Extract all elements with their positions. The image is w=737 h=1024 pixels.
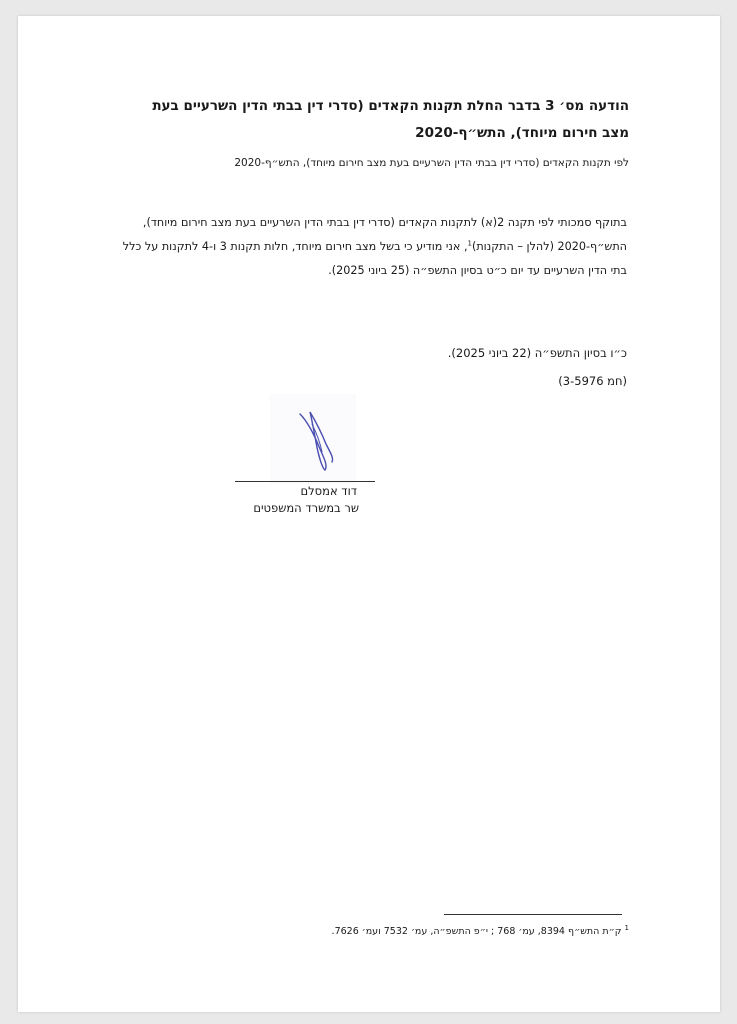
signature-scribble bbox=[270, 394, 356, 484]
signature-line bbox=[235, 481, 375, 482]
footnote-number: 1 bbox=[624, 923, 629, 932]
signer-name: דוד אמסלם bbox=[300, 484, 357, 498]
footnote bbox=[218, 925, 629, 939]
notice-body-part1: בתוקף סמכותי לפי תקנה 2(א) לתקנות הקאדים (סדרי דין בבתי הדין השרעיים בעת מצב חירום מיוחד), התש״ף-2020 (להלן – התקנות) bbox=[142, 216, 627, 253]
notice-date: כ״ו בסיון התשפ״ה (22 ביוני 2025). bbox=[447, 346, 627, 360]
notice-subtitle: לפי תקנות הקאדים (סדרי דין בבתי הדין השרעיים בעת מצב חירום מיוחד), התש״ף-2020 bbox=[234, 157, 629, 169]
notice-body bbox=[106, 211, 627, 283]
footnote-reference[interactable]: 1 bbox=[467, 239, 472, 248]
signature-image bbox=[270, 394, 356, 484]
notice-reference: (חמ 3-5976) bbox=[558, 374, 627, 388]
document-page bbox=[18, 16, 720, 1012]
notice-body-part2: , אני מודיע כי בשל מצב חירום מיוחד, חלות תקנות 3 ו-4 לתקנות על כלל בתי הדין השרעיים עד יום כ״ט בסיון התשפ״ה (25 ביוני 2025). bbox=[122, 240, 627, 277]
footnote-text: ק״ת התש״ף 8394, עמ׳ 768 ; י״פ התשפ״ה, עמ׳ 7532 ועמ׳ 7626. bbox=[331, 926, 622, 937]
footnote-separator bbox=[444, 914, 622, 915]
signer-role: שר במשרד המשפטים bbox=[253, 501, 359, 515]
notice-title: הודעה מס׳ 3 בדבר החלת תקנות הקאדים (סדרי דין בבתי הדין השרעיים בעת מצב חירום מיוחד), התש״ף-2020 bbox=[152, 98, 629, 141]
